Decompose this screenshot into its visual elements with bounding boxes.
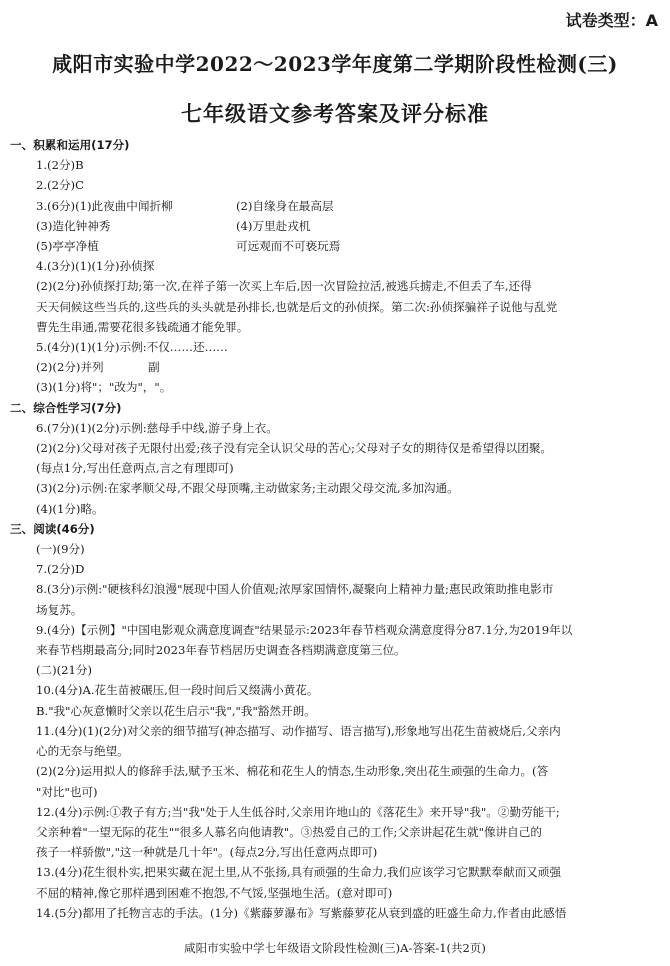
answer-line: (4)(1分)略。 (36, 501, 104, 516)
answer-line: B."我"心灰意懒时父亲以花生启示"我","我"豁然开朗。 (36, 703, 316, 718)
answer-line: 10.(4分)A.花生苗被碾压,但一段时间后又缀满小黄花。 (36, 683, 319, 698)
answer-line: (每点1分,写出任意两点,言之有理即可) (36, 461, 234, 476)
answer-line: 心的无奈与绝望。 (36, 744, 129, 759)
answer-line: 14.(5分)都用了托物言志的手法。(1分)《紫藤萝瀑布》写紫藤萝花从衰到盛的旺盛生命力,作者由此感悟 (36, 905, 567, 920)
answer-cell: 可远观而不可亵玩焉 (236, 239, 341, 254)
answer-line: (2)(2分)孙侦探打劫;第一次,在祥子第一次买上车后,因一次冒险拉活,被逃兵掳走,不但丢了车,还得 (36, 279, 532, 294)
answer-line: (3)(2分)示例:在家孝顺父母,不跟父母顶嘴,主动做家务;主动跟父母交流,多加沟通。 (36, 481, 459, 496)
answer-cell: 副 (148, 360, 160, 375)
answer-line (10, 236, 660, 256)
answer-line (10, 357, 660, 377)
answer-line: 孩子一样骄傲","这一种就是几十年"。(每点2分,写出任意两点即可) (36, 845, 378, 860)
answer-line: (2)(2分)运用拟人的修辞手法,赋予玉米、棉花和花生人的情态,生动形象,突出花生顽强的生命力。(答 (36, 764, 549, 779)
answer-line: (2)(2分)父母对孩子无限付出爱;孩子没有完全认识父母的苦心;父母对子女的期待仅是希望得以团聚。 (36, 441, 553, 456)
answer-line: 7.(2分)D (36, 562, 85, 577)
answer-line: (3)(1分)将"；"改为"，"。 (36, 380, 172, 395)
answer-line: 来春节档期最高分;同时2023年春节档居历史调查各档期满意度第三位。 (36, 643, 406, 658)
answer-line: "对比"也可) (36, 784, 98, 799)
answer-line (10, 196, 660, 216)
section-heading: 一、积累和运用(17分) (10, 138, 130, 152)
paper-type-label: 试卷类型：A (565, 11, 658, 30)
answer-line: 4.(3分)(1)(1分)孙侦探 (36, 259, 155, 274)
answer-line: 父亲种着"一望无际的花生""很多人慕名向他请教"。③热爱自己的工作;父亲讲起花生就"像讲自己的 (36, 824, 542, 839)
answer-line: 5.(4分)(1)(1分)示例:不仅……还…… (36, 340, 228, 355)
answer-line: 13.(4分)花生很朴实,把果实藏在泥土里,从不张扬,具有顽强的生命力,我们应该学习它默默奉献而又顽强 (36, 865, 561, 880)
answer-line: 2.(2分)C (36, 178, 84, 193)
answer-line: 曹先生串通,需要花很多钱疏通才能免罪。 (36, 319, 249, 334)
answer-cell: (4)万里赴戎机 (236, 218, 311, 233)
answer-cell: (5)亭亭净植 (36, 239, 99, 254)
exam-title: 咸阳市实验中学2022～2023学年度第二学期阶段性检测(三) (52, 52, 618, 76)
page-footer: 咸阳市实验中学七年级语文阶段性检测(三)A-答案-1(共2页) (184, 941, 486, 955)
answer-line (10, 216, 660, 236)
section-heading: 三、阅读(46分) (10, 521, 95, 536)
answer-line: 6.(7分)(1)(2分)示例:慈母手中线,游子身上衣。 (36, 420, 278, 435)
answer-line: 12.(4分)示例:①教子有方;当"我"处于人生低谷时,父亲用许地山的《落花生》来开导"我"。②勤劳能干; (36, 804, 560, 819)
answer-line: 9.(4分)【示例】"中国电影观众满意度调查"结果显示:2023年春节档观众满意度得分87.1分,为2019年以 (36, 622, 573, 637)
answer-line: 场复苏。 (36, 602, 83, 617)
answer-line: 天天伺候这些当兵的,这些兵的头头就是孙排长,也就是后文的孙侦探。第二次:孙侦探骗祥子说他与乱党 (36, 299, 558, 314)
answer-key-subtitle: 七年级语文参考答案及评分标准 (181, 102, 489, 126)
answer-line: 8.(3分)示例:"硬核科幻浪漫"展现中国人价值观;浓厚家国情怀,凝聚向上精神力量;惠民政策助推电影市 (36, 582, 554, 597)
answer-cell: (3)造化钟神秀 (36, 218, 111, 233)
answer-cell: (2)自缘身在最高层 (236, 198, 334, 213)
section-heading: 二、综合性学习(7分) (10, 400, 122, 415)
answer-line: 11.(4分)(1)(2分)对父亲的细节描写(神态描写、动作描写、语言描写),形象地写出花生苗被烧后,父亲内 (36, 723, 561, 738)
answer-cell: 3.(6分)(1)此夜曲中闻折柳 (36, 198, 173, 213)
answer-line: 不屈的精神,像它那样遇到困难不抱怨,不气馁,坚强地生活。(意对即可) (36, 885, 393, 900)
answer-body (10, 135, 660, 923)
part-heading: (二)(21分) (36, 663, 93, 678)
answer-line: 1.(2分)B (36, 158, 84, 173)
part-heading: (一)(9分) (36, 542, 85, 557)
answer-cell: (2)(2分)并列 (36, 360, 104, 375)
